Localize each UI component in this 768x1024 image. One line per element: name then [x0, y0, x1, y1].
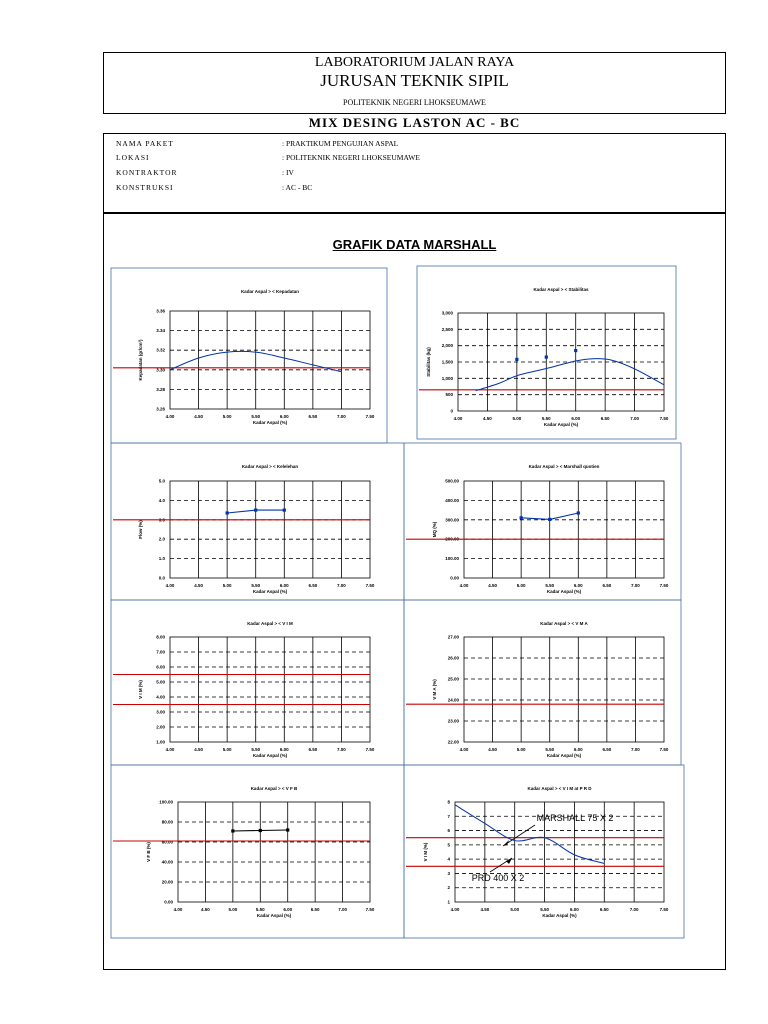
x-tick-label: 4.50 [480, 907, 490, 912]
x-axis-label: Kadar Aspal (%) [543, 422, 579, 427]
chart-8 [404, 765, 684, 938]
x-tick-label: 5.00 [222, 583, 232, 588]
x-tick-label: 7.00 [337, 583, 346, 588]
y-axis-label: Kepadatan (gr/cm³) [138, 339, 143, 381]
y-tick-label: 100.00 [445, 556, 459, 562]
y-tick-label: 4 [447, 856, 450, 862]
x-tick-label: 6.50 [308, 414, 318, 419]
x-tick-label: 4.00 [173, 907, 183, 912]
chart-4 [404, 443, 681, 600]
chart-title: Kadar Aspal > < Marshall quotien [528, 464, 600, 469]
x-tick-label: 7.50 [659, 907, 669, 912]
y-tick-label: 3.28 [156, 386, 165, 392]
x-tick-label: 7.50 [365, 414, 375, 419]
plot-area [170, 311, 370, 409]
chart-title: Kadar Aspal > < V I M [247, 621, 293, 626]
x-tick-label: 7.00 [337, 414, 346, 419]
y-tick-label: 22.00 [447, 739, 459, 745]
y-tick-label: 0 [450, 408, 453, 414]
chart-5 [111, 600, 404, 765]
x-tick-label: 6.50 [600, 416, 610, 421]
x-tick-label: 5.50 [541, 416, 551, 421]
chart-title: Kadar Aspal > < V I M at P R D [527, 786, 592, 791]
y-tick-label: 0.00 [164, 899, 173, 905]
x-tick-label: 7.50 [365, 583, 375, 588]
x-tick-label: 6.50 [310, 907, 320, 912]
x-tick-label: 5.00 [512, 416, 522, 421]
data-point [254, 509, 257, 512]
y-tick-label: 500 [445, 392, 453, 398]
y-axis-label: V F B (%) [146, 842, 151, 862]
y-tick-label: 1.00 [156, 739, 165, 745]
y-tick-label: 6.00 [156, 664, 165, 670]
x-tick-label: 4.50 [488, 583, 497, 588]
x-tick-label: 5.50 [545, 747, 555, 752]
x-axis-label: Kadar Aspal (%) [546, 753, 582, 758]
x-tick-label: 4.50 [194, 414, 203, 419]
y-tick-label: 8.00 [156, 634, 165, 640]
info-label-kontraktor: KONTRAKTOR [116, 168, 178, 177]
y-axis-label: Flow (%) [138, 520, 143, 539]
data-point [226, 511, 229, 514]
y-tick-label: 2,500 [441, 326, 453, 332]
x-tick-label: 4.00 [453, 416, 463, 421]
x-axis-label: Kadar Aspal (%) [546, 589, 582, 594]
info-value-konstruksi: : AC - BC [282, 183, 313, 192]
data-point [231, 829, 234, 832]
x-tick-label: 7.00 [631, 583, 640, 588]
y-axis-label: V M A (%) [432, 679, 437, 700]
y-tick-label: 4.0 [158, 497, 165, 503]
data-point [520, 516, 523, 519]
y-tick-label: 7.00 [156, 649, 165, 655]
x-tick-label: 6.00 [573, 583, 583, 588]
data-point [259, 829, 262, 832]
annotation-marshall: MARSHALL 75 X 2 [536, 813, 614, 823]
x-tick-label: 7.50 [659, 583, 669, 588]
x-tick-label: 5.00 [516, 747, 526, 752]
info-label-lokasi: LOKASI [116, 153, 150, 162]
chart-6 [404, 600, 681, 765]
y-tick-label: 7 [447, 813, 450, 819]
y-tick-label: 60.00 [161, 839, 173, 845]
x-tick-label: 7.00 [629, 907, 639, 912]
y-tick-label: 5 [447, 842, 450, 848]
info-label-paket: NAMA PAKET [116, 139, 174, 148]
x-tick-label: 4.00 [165, 414, 175, 419]
section-title: GRAFIK DATA MARSHALL [332, 237, 497, 252]
y-tick-label: 24.00 [447, 697, 459, 703]
y-tick-label: 27.00 [447, 634, 459, 640]
x-tick-label: 4.00 [165, 583, 175, 588]
y-tick-label: 3.34 [156, 328, 165, 334]
x-tick-label: 5.50 [255, 907, 265, 912]
x-tick-label: 6.00 [571, 416, 581, 421]
x-tick-label: 6.50 [602, 583, 612, 588]
x-tick-label: 6.00 [279, 583, 289, 588]
x-tick-label: 6.00 [279, 747, 289, 752]
y-axis-label: MQ (%) [432, 521, 437, 538]
chart-7 [111, 765, 404, 938]
x-tick-label: 6.00 [570, 907, 579, 912]
x-tick-label: 5.00 [516, 583, 526, 588]
info-value-lokasi: : POLITEKNIK NEGERI LHOKSEUMAWE [282, 153, 420, 162]
chart-title: Kadar Aspal > < Kelelehan [241, 464, 299, 469]
y-tick-label: 80.00 [161, 819, 173, 825]
y-tick-label: 3,000 [441, 310, 453, 316]
data-point [577, 511, 580, 514]
x-tick-label: 6.00 [279, 414, 289, 419]
annotation-prd: PRD 400 X 2 [471, 873, 525, 883]
x-tick-label: 5.00 [222, 747, 232, 752]
plot-area [178, 802, 370, 902]
x-tick-label: 7.00 [338, 907, 347, 912]
chart-title: Kadar Aspal > < Stabilitas [533, 287, 589, 292]
y-tick-label: 5.0 [158, 478, 165, 484]
data-point [574, 349, 577, 352]
y-tick-label: 500.00 [445, 478, 459, 484]
x-tick-label: 6.50 [308, 747, 318, 752]
y-tick-label: 3.36 [156, 308, 165, 314]
x-tick-label: 5.00 [222, 414, 232, 419]
dept-title: JURUSAN TEKNIK SIPIL [320, 71, 509, 90]
y-tick-label: 5.00 [156, 679, 165, 685]
x-tick-label: 5.50 [540, 907, 549, 912]
y-tick-label: 8 [447, 799, 450, 805]
x-tick-label: 4.50 [488, 747, 497, 752]
info-label-konstruksi: KONSTRUKSI [116, 183, 174, 192]
chart-3 [111, 443, 404, 600]
x-tick-label: 7.00 [630, 416, 639, 421]
y-tick-label: 25.00 [447, 676, 459, 682]
y-tick-label: 26.00 [447, 655, 459, 661]
y-tick-label: 3.30 [156, 367, 165, 373]
chart-title: Kadar Aspal > < V M A [540, 621, 588, 626]
x-tick-label: 7.50 [659, 747, 669, 752]
y-tick-label: 1,500 [441, 359, 453, 365]
x-tick-label: 6.50 [308, 583, 318, 588]
y-tick-label: 1,000 [441, 375, 453, 381]
lab-title: LABORATORIUM JALAN RAYA [314, 55, 515, 70]
x-axis-label: Kadar Aspal (%) [252, 589, 288, 594]
data-point [283, 509, 286, 512]
y-tick-label: 3.32 [156, 347, 165, 353]
plot-area [464, 637, 664, 742]
y-tick-label: 2.00 [156, 724, 165, 730]
chart-1 [111, 268, 387, 443]
y-tick-label: 300.00 [445, 517, 459, 523]
chart-2 [417, 266, 676, 439]
x-tick-label: 6.00 [283, 907, 293, 912]
y-tick-label: 1.0 [158, 556, 165, 562]
y-tick-label: 2,000 [441, 343, 453, 349]
y-tick-label: 23.00 [447, 718, 459, 724]
data-point [286, 828, 289, 831]
x-tick-label: 5.50 [545, 583, 555, 588]
x-tick-label: 7.50 [365, 747, 375, 752]
y-tick-label: 3 [447, 870, 450, 876]
data-point [515, 358, 518, 361]
y-tick-label: 3.00 [156, 709, 165, 715]
y-tick-label: 0.00 [450, 575, 459, 581]
x-tick-label: 4.00 [459, 583, 469, 588]
x-tick-label: 4.50 [201, 907, 210, 912]
x-tick-label: 4.50 [483, 416, 492, 421]
y-tick-label: 2.0 [158, 536, 165, 542]
school-name: POLITEKNIK NEGERI LHOKSEUMAWE [343, 98, 486, 107]
chart-title: Kadar Aspal > < Kepadatan [240, 289, 300, 294]
x-tick-label: 7.50 [659, 416, 669, 421]
x-axis-label: Kadar Aspal (%) [252, 753, 288, 758]
x-axis-label: Kadar Aspal (%) [252, 420, 288, 425]
y-tick-label: 6 [447, 828, 450, 834]
x-tick-label: 4.00 [165, 747, 175, 752]
y-tick-label: 4.00 [156, 694, 165, 700]
x-tick-label: 5.00 [228, 907, 238, 912]
x-tick-label: 5.50 [251, 583, 261, 588]
x-tick-label: 7.50 [365, 907, 375, 912]
x-tick-label: 4.00 [459, 747, 469, 752]
info-value-paket: : PRAKTIKUM PENGUJIAN ASPAL [282, 139, 399, 148]
x-tick-label: 4.50 [194, 747, 203, 752]
x-tick-label: 4.50 [194, 583, 203, 588]
chart-title: Kadar Aspal > < V F B [250, 786, 298, 791]
plot-area [170, 637, 370, 742]
x-tick-label: 7.00 [337, 747, 346, 752]
y-tick-label: 200.00 [445, 536, 459, 542]
x-tick-label: 5.50 [251, 414, 261, 419]
x-tick-label: 7.00 [631, 747, 640, 752]
x-tick-label: 5.50 [251, 747, 261, 752]
y-tick-label: 40.00 [161, 859, 173, 865]
x-axis-label: Kadar Aspal (%) [542, 913, 577, 918]
y-tick-label: 3.26 [156, 406, 165, 412]
y-axis-label: V I M (%) [423, 842, 428, 862]
y-tick-label: 20.00 [161, 879, 173, 885]
x-axis-label: Kadar Aspal (%) [256, 913, 292, 918]
info-value-kontraktor: : IV [282, 168, 294, 177]
y-tick-label: 100.00 [159, 799, 173, 805]
x-tick-label: 6.50 [602, 747, 612, 752]
x-tick-label: 6.00 [573, 747, 583, 752]
y-tick-label: 3.0 [158, 517, 165, 523]
y-tick-label: 2 [447, 885, 450, 891]
y-tick-label: 0.0 [158, 575, 165, 581]
y-axis-label: V I M (%) [138, 680, 143, 699]
y-tick-label: 400.00 [445, 497, 459, 503]
plot-area [464, 481, 664, 578]
y-tick-label: 1 [447, 899, 450, 905]
data-point [545, 356, 548, 359]
x-tick-label: 6.50 [599, 907, 609, 912]
x-tick-label: 4.00 [450, 907, 460, 912]
x-tick-label: 5.00 [510, 907, 520, 912]
y-axis-label: Stabilitas (kg) [426, 347, 431, 377]
doc-title: MIX DESING LASTON AC - BC [308, 115, 521, 130]
data-point [548, 518, 551, 521]
plot-area [170, 481, 370, 578]
series-curve [476, 359, 664, 391]
